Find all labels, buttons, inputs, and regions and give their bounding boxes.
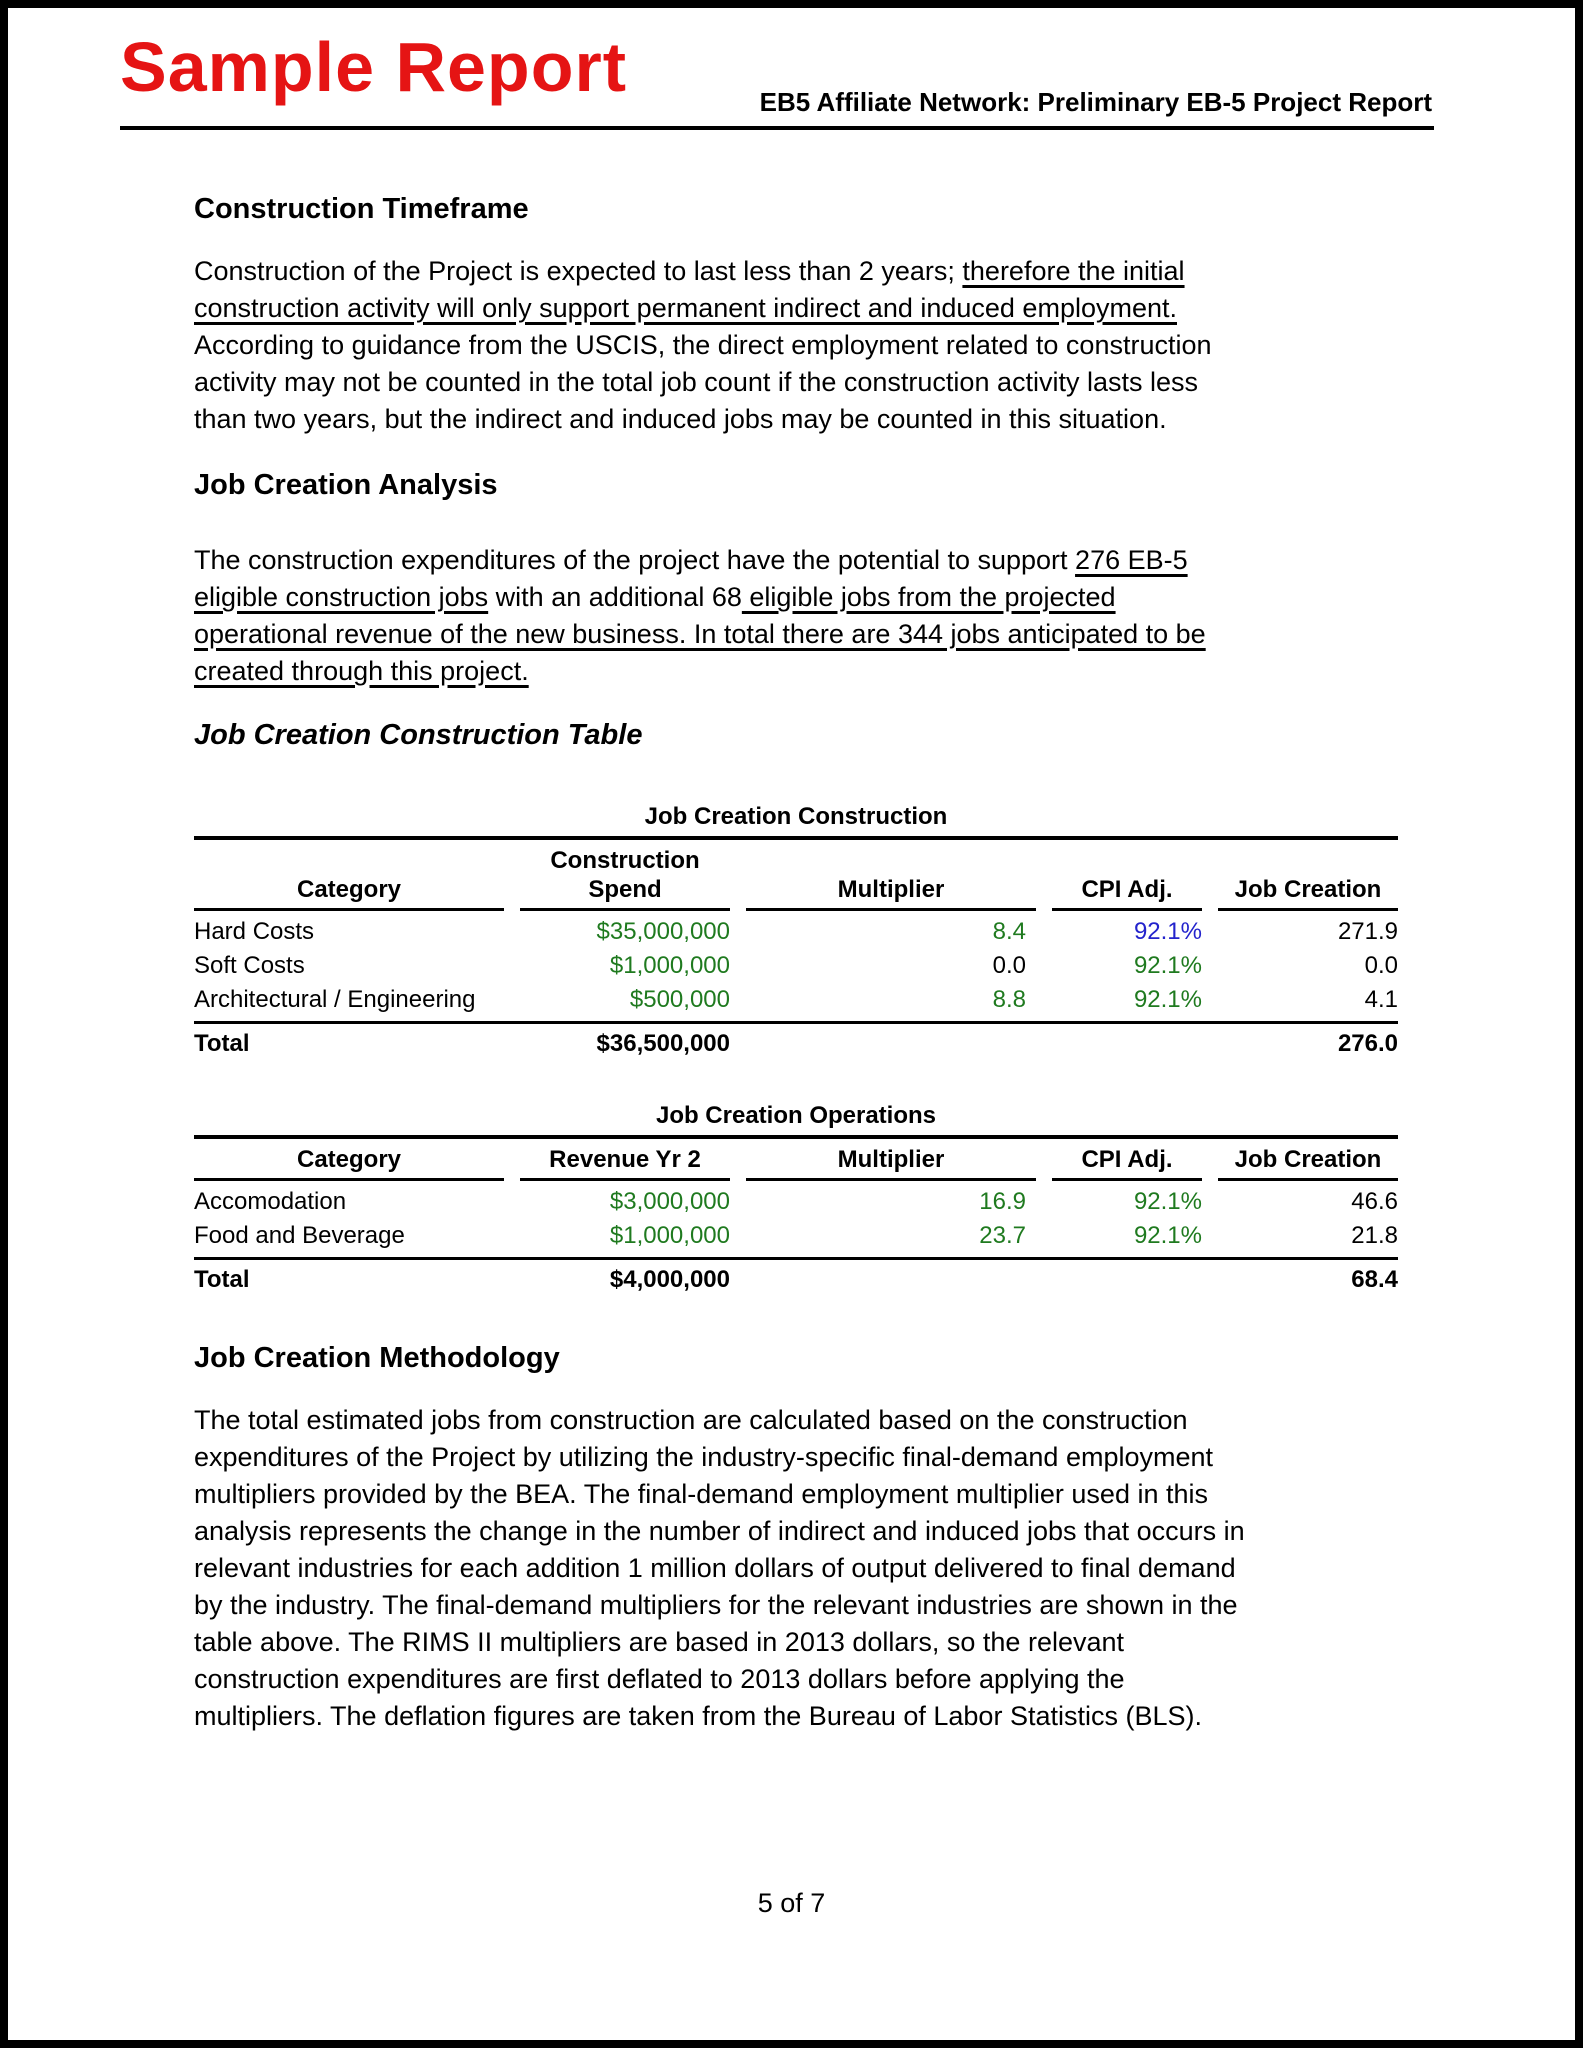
text-segment: The construction expenditures of the project have the potential to support (194, 545, 1076, 575)
table-cell: Hard Costs (194, 918, 315, 945)
table-total-cell (746, 1024, 1036, 1057)
paragraph-line (194, 1698, 1398, 1735)
table-cell: 92.1% (1133, 1188, 1202, 1215)
paragraph-line (194, 253, 1398, 290)
text-segment: table above. The RIMS II multipliers are based in 2013 dollars, so the relevant (194, 1627, 1125, 1657)
table-title: Job Creation Construction (644, 803, 948, 830)
paragraph-line (194, 364, 1398, 401)
table-cell: $3,000,000 (609, 1188, 730, 1215)
table-cell: $35,000,000 (596, 918, 730, 945)
text-segment: than two years, but the indirect and induced jobs may be counted in this situation. (194, 404, 1167, 434)
paragraph-line (194, 1624, 1398, 1661)
table-cell: Soft Costs (194, 952, 305, 979)
paragraph-line (194, 1550, 1398, 1587)
table-total-cell: 68.4 (1351, 1266, 1398, 1293)
text-segment: The total estimated jobs from construction are calculated based on the construction (194, 1405, 1188, 1435)
table-cell: $1,000,000 (609, 952, 730, 979)
table-cell: 8.8 (992, 986, 1026, 1013)
text-segment: with an additional 68 (488, 582, 742, 612)
underlined-text: created through this project. (194, 656, 529, 686)
paragraph-construction-timeframe (194, 253, 1398, 438)
table-header-cell: Revenue Yr 2 (520, 1139, 730, 1181)
table-cell: Accomodation (194, 1188, 347, 1215)
table-cell: 8.4 (992, 918, 1026, 945)
heading-construction-timeframe: Construction Timeframe (194, 193, 529, 225)
heading-job-creation-methodology: Job Creation Methodology (194, 1342, 560, 1374)
table-header-cell: Multiplier (746, 869, 1036, 911)
underlined-text: eligible construction jobs (194, 582, 489, 612)
table-cell: Food and Beverage (194, 1222, 405, 1249)
table-grid (194, 1139, 1398, 1293)
table-cell: 92.1% (1133, 1222, 1202, 1249)
paragraph-line (194, 616, 1398, 653)
paragraph-line (194, 401, 1398, 438)
table-grid (194, 840, 1398, 1057)
page-footer (8, 1888, 1575, 1919)
paragraph-line (194, 327, 1398, 364)
table-cell: 92.1% (1133, 986, 1202, 1013)
table-header-cell: Multiplier (746, 1139, 1036, 1181)
paragraph-line (194, 542, 1398, 579)
underlined-text: operational revenue of the new business. In total there are 344 jobs anticipated to be (194, 619, 1206, 649)
table-header-cell: Category (194, 869, 504, 911)
table-total-cell (1052, 1024, 1202, 1057)
table-header-cell: Category (194, 1139, 504, 1181)
table-cell: Architectural / Engineering (194, 986, 476, 1013)
table-total-cell (1052, 1260, 1202, 1293)
paragraph-line (194, 1513, 1398, 1550)
table-total-cell: Total (194, 1030, 250, 1057)
text-segment: by the industry. The final-demand multipliers for the relevant industries are shown in the (194, 1590, 1238, 1620)
text-segment: multipliers. The deflation figures are taken from the Bureau of Labor Statistics (BLS). (194, 1701, 1202, 1731)
paragraph-line (194, 1476, 1398, 1513)
table-header-cell: Job Creation (1218, 1139, 1398, 1181)
table-header-cell: CPI Adj. (1052, 1139, 1202, 1181)
table-header-cell: Construction Spend (520, 840, 730, 911)
text-segment: Construction of the Project is expected to last less than 2 years; (194, 256, 963, 286)
table-cell: 271.9 (1337, 918, 1398, 945)
paragraph-line (194, 653, 1398, 690)
text-segment: activity may not be counted in the total job count if the construction activity lasts less (194, 367, 1199, 397)
job-creation-operations-table (194, 1101, 1398, 1293)
table-cell: 0.0 (1364, 952, 1398, 979)
table-cell: $500,000 (629, 986, 730, 1013)
paragraph-line (194, 290, 1398, 327)
paragraph-line (194, 1587, 1398, 1624)
table-cell: 0.0 (992, 952, 1026, 979)
sample-report-watermark: Sample Report (120, 28, 627, 106)
paragraph-line (194, 1402, 1398, 1439)
table-cell: 21.8 (1351, 1222, 1398, 1249)
table-total-cell (746, 1260, 1036, 1293)
table-total-cell: Total (194, 1266, 250, 1293)
paragraph-job-creation-methodology (194, 1402, 1398, 1735)
text-segment: According to guidance from the USCIS, the direct employment related to construction (194, 330, 1212, 360)
text-segment: expenditures of the Project by utilizing the industry-specific final-demand employment (194, 1442, 1214, 1472)
text-segment: multipliers provided by the BEA. The final-demand employment multiplier used in this (194, 1479, 1208, 1509)
underlined-text: construction activity will only support permanent indirect and induced employment. (194, 293, 1177, 323)
text-segment: analysis represents the change in the number of indirect and induced jobs that occurs in (194, 1516, 1245, 1546)
paragraph-line (194, 1661, 1398, 1698)
table-cell: 16.9 (979, 1188, 1026, 1215)
heading-job-creation-analysis: Job Creation Analysis (194, 469, 498, 501)
table-total-cell: $36,500,000 (596, 1030, 730, 1057)
underlined-text: 276 EB-5 (1075, 545, 1188, 575)
paragraph-line (194, 1439, 1398, 1476)
underlined-text: eligible jobs from the projected (741, 582, 1116, 612)
document-title: EB5 Affiliate Network: Preliminary EB-5 Project Report (759, 87, 1432, 117)
table-cell: 4.1 (1364, 986, 1398, 1013)
paragraph-line (194, 579, 1398, 616)
page-number: 5 of 7 (757, 1888, 826, 1918)
table-title: Job Creation Operations (655, 1102, 937, 1129)
table-cell: 92.1% (1133, 952, 1202, 979)
table-header-cell: CPI Adj. (1052, 869, 1202, 911)
table-header-cell: Job Creation (1218, 869, 1398, 911)
underlined-text: therefore the initial (962, 256, 1185, 286)
table-cell: 46.6 (1351, 1188, 1398, 1215)
table-total-cell: 276.0 (1337, 1030, 1398, 1057)
table-cell: 23.7 (979, 1222, 1026, 1249)
heading-job-creation-construction-table: Job Creation Construction Table (194, 719, 643, 751)
page-header (120, 28, 1434, 130)
report-body (194, 192, 1398, 1735)
table-cell: $1,000,000 (609, 1222, 730, 1249)
paragraph-job-creation-analysis (194, 542, 1398, 690)
table-cell: 92.1% (1133, 918, 1202, 945)
job-creation-construction-table (194, 802, 1398, 1057)
text-segment: construction expenditures are first deflated to 2013 dollars before applying the (194, 1664, 1125, 1694)
table-total-cell: $4,000,000 (609, 1266, 730, 1293)
text-segment: relevant industries for each addition 1 million dollars of output delivered to final demand (194, 1553, 1236, 1583)
